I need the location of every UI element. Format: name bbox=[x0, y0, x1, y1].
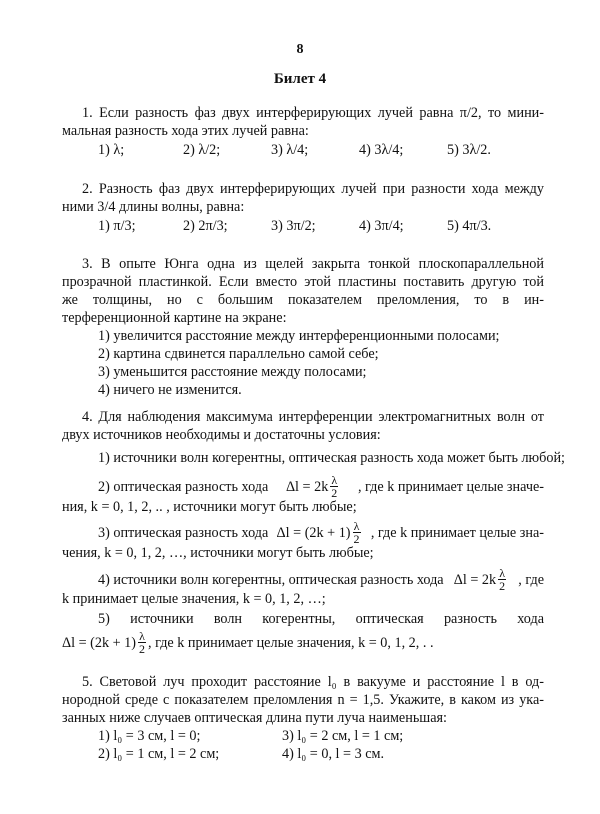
q4-option3-line2: чения, k = 0, 1, 2, …, источники могут быть любые; bbox=[62, 545, 374, 561]
q4-option3-formula bbox=[277, 520, 363, 545]
formula-lhs: Δl = (2k + 1) bbox=[276, 524, 351, 541]
q3-option: 4) ничего не изменится. bbox=[98, 382, 242, 398]
q5-line3: занных ниже случаев оптическая длина пути луча наименьшая: bbox=[62, 710, 447, 726]
fraction-numerator: λ bbox=[139, 629, 145, 643]
q3-line4: терференционной картине на экране: bbox=[62, 310, 287, 326]
q3-option: 1) увеличится расстояние между интерференционными полосами; bbox=[98, 328, 500, 344]
q4-line2: двух источников необходимы и достаточны условия: bbox=[62, 427, 381, 443]
q4-option2-line2: ния, k = 0, 1, 2, .. , источники могут быть любые; bbox=[62, 499, 357, 515]
q4-option3-text: 3) оптическая разность хода bbox=[98, 524, 269, 541]
q3-option: 2) картина сдвинется параллельно самой себе; bbox=[98, 346, 379, 362]
q4-option4-tail: , где bbox=[518, 571, 544, 588]
fraction-numerator: λ bbox=[331, 473, 338, 487]
q5-line1: 5. Световой луч проходит расстояние l₀ в вакууме и расстояние l в од- bbox=[82, 674, 544, 690]
q4-option4-line2: k принимает целые значения, k = 0, 1, 2, …; bbox=[62, 591, 326, 607]
q4-option2-text: 2) оптическая разность хода bbox=[98, 478, 269, 495]
q1-option: 2) λ/2; bbox=[183, 142, 221, 158]
q4-option5-line2 bbox=[62, 630, 434, 655]
lambda-over-2-fraction bbox=[330, 474, 338, 499]
q1-option: 1) λ; bbox=[98, 142, 125, 158]
q4-option4-text: 4) источники волн когерентны, оптическая разность хода bbox=[98, 571, 444, 588]
fraction-denominator: 2 bbox=[353, 532, 360, 546]
q2-option: 5) 4π/3. bbox=[447, 218, 492, 234]
q2-option: 1) π/3; bbox=[98, 218, 136, 234]
q5-option: 4) l₀ = 0, l = 3 см. bbox=[282, 746, 385, 762]
q4-option4-formula bbox=[454, 567, 508, 592]
q1-option: 4) 3λ/4; bbox=[359, 142, 404, 158]
q4-line1: 4. Для наблюдения максимума интерференции электромагнитных волн от bbox=[82, 409, 544, 425]
q4-option2-line1 bbox=[98, 474, 544, 499]
fraction-denominator: 2 bbox=[499, 579, 506, 593]
lambda-over-2-fraction bbox=[353, 520, 361, 545]
fraction-denominator: 2 bbox=[331, 486, 338, 500]
lambda-over-2-fraction bbox=[498, 567, 506, 592]
q2-option: 3) 3π/2; bbox=[271, 218, 316, 234]
fraction-denominator: 2 bbox=[139, 642, 145, 656]
q4-option2-formula bbox=[286, 474, 340, 499]
page-number: 8 bbox=[296, 42, 304, 57]
formula-lhs: Δl = 2k bbox=[285, 478, 329, 495]
q2-line1: 2. Разность фаз двух интерферирующих лучей при разности хода между bbox=[82, 181, 544, 197]
q3-option: 3) уменьшится расстояние между полосами; bbox=[98, 364, 367, 380]
q1-option: 3) λ/4; bbox=[271, 142, 309, 158]
q4-option5-line1: 5) источники волн когерентны, оптическая разность хода bbox=[98, 611, 544, 627]
fraction-numerator: λ bbox=[353, 519, 360, 533]
q2-option: 4) 3π/4; bbox=[359, 218, 404, 234]
q4-option4-line1 bbox=[98, 567, 544, 592]
q2-line2: ними 3/4 длины волны, равна: bbox=[62, 199, 245, 215]
q3-line1: 3. В опыте Юнга одна из щелей закрыта тонкой плоскопараллельной bbox=[82, 256, 544, 272]
q5-option: 3) l₀ = 2 см, l = 1 см; bbox=[282, 728, 404, 744]
q1-line2: мальная разность хода этих лучей равна: bbox=[62, 123, 309, 139]
fraction-numerator: λ bbox=[499, 566, 506, 580]
q5-option: 1) l₀ = 3 см, l = 0; bbox=[98, 728, 201, 744]
q2-option: 2) 2π/3; bbox=[183, 218, 228, 234]
q4-option5-tail: , где k принимает целые значения, k = 0, 1, 2, . . bbox=[148, 634, 434, 651]
q5-line2: нородной среде с показателем преломления n = 1,5. Укажите, в каком из ука- bbox=[62, 692, 544, 708]
formula-lhs: Δl = 2k bbox=[453, 571, 497, 588]
q1-option: 5) 3λ/2. bbox=[447, 142, 491, 158]
ticket-title: Билет 4 bbox=[273, 71, 327, 87]
q4-option2-tail: , где k принимает целые значе- bbox=[357, 478, 544, 495]
q3-line3: же толщины, но с большим показателем преломления, то в ин- bbox=[62, 292, 544, 308]
q5-option: 2) l₀ = 1 см, l = 2 см; bbox=[98, 746, 220, 762]
formula-lhs: Δl = (2k + 1) bbox=[62, 634, 136, 651]
lambda-over-2-fraction bbox=[138, 630, 146, 655]
q4-option3-line1 bbox=[98, 520, 544, 545]
q3-line2: прозрачной пластинкой. Если вместо этой пластины поставить другую той bbox=[62, 274, 544, 290]
q4-option1: 1) источники волн когерентны, оптическая разность хода может быть любой; bbox=[98, 450, 566, 466]
q4-option3-tail: , где k принимает целые зна- bbox=[370, 524, 544, 541]
q1-line1: 1. Если разность фаз двух интерферирующих лучей равна π/2, то мини- bbox=[82, 105, 544, 121]
